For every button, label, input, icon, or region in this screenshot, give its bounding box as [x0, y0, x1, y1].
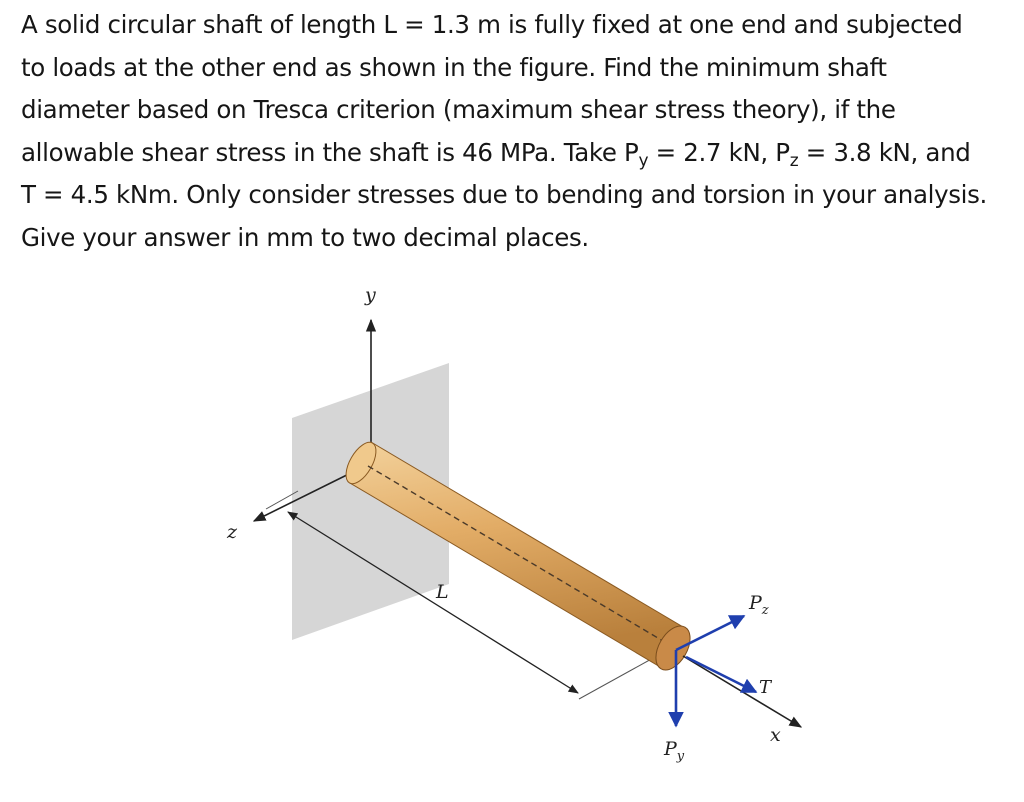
problem-line-4-part-c: = 3.8 kN, and: [798, 137, 971, 167]
problem-line-3: diameter based on Tresca criterion (maximum shear stress theory), if the: [21, 95, 896, 125]
problem-line-2: to loads at the other end as shown in the figure. Find the minimum shaft: [21, 52, 887, 82]
pz-label-sub: z: [761, 603, 769, 618]
problem-line-4-part-a: allowable shear stress in the shaft is 46 MPa. Take P: [21, 137, 639, 167]
problem-line-1: A solid circular shaft of length L = 1.3 m is fully fixed at one end and subjected: [21, 10, 963, 39]
pz-label-main: P: [749, 592, 762, 614]
py-label-main: P: [664, 738, 677, 760]
problem-line-4-part-b: = 2.7 kN, P: [648, 137, 790, 167]
length-label: L: [436, 581, 449, 603]
pz-label: [748, 592, 769, 618]
y-axis-label: y: [365, 284, 376, 306]
x-axis: [683, 656, 801, 727]
problem-line-5: T = 4.5 kNm. Only consider stresses due to bending and torsion in your analysis.: [21, 180, 987, 210]
subscript-z: z: [789, 150, 799, 171]
py-label: [663, 738, 685, 764]
py-label-sub: y: [676, 749, 685, 764]
x-axis-label: x: [770, 724, 781, 746]
subscript-y: y: [638, 150, 649, 171]
dimension-extension-right: [579, 657, 655, 699]
torque-label: T: [759, 677, 772, 698]
problem-line-6: Give your answer in mm to two decimal places.: [21, 222, 589, 252]
torque-arrow: [686, 657, 756, 692]
z-axis-label: z: [227, 521, 238, 543]
